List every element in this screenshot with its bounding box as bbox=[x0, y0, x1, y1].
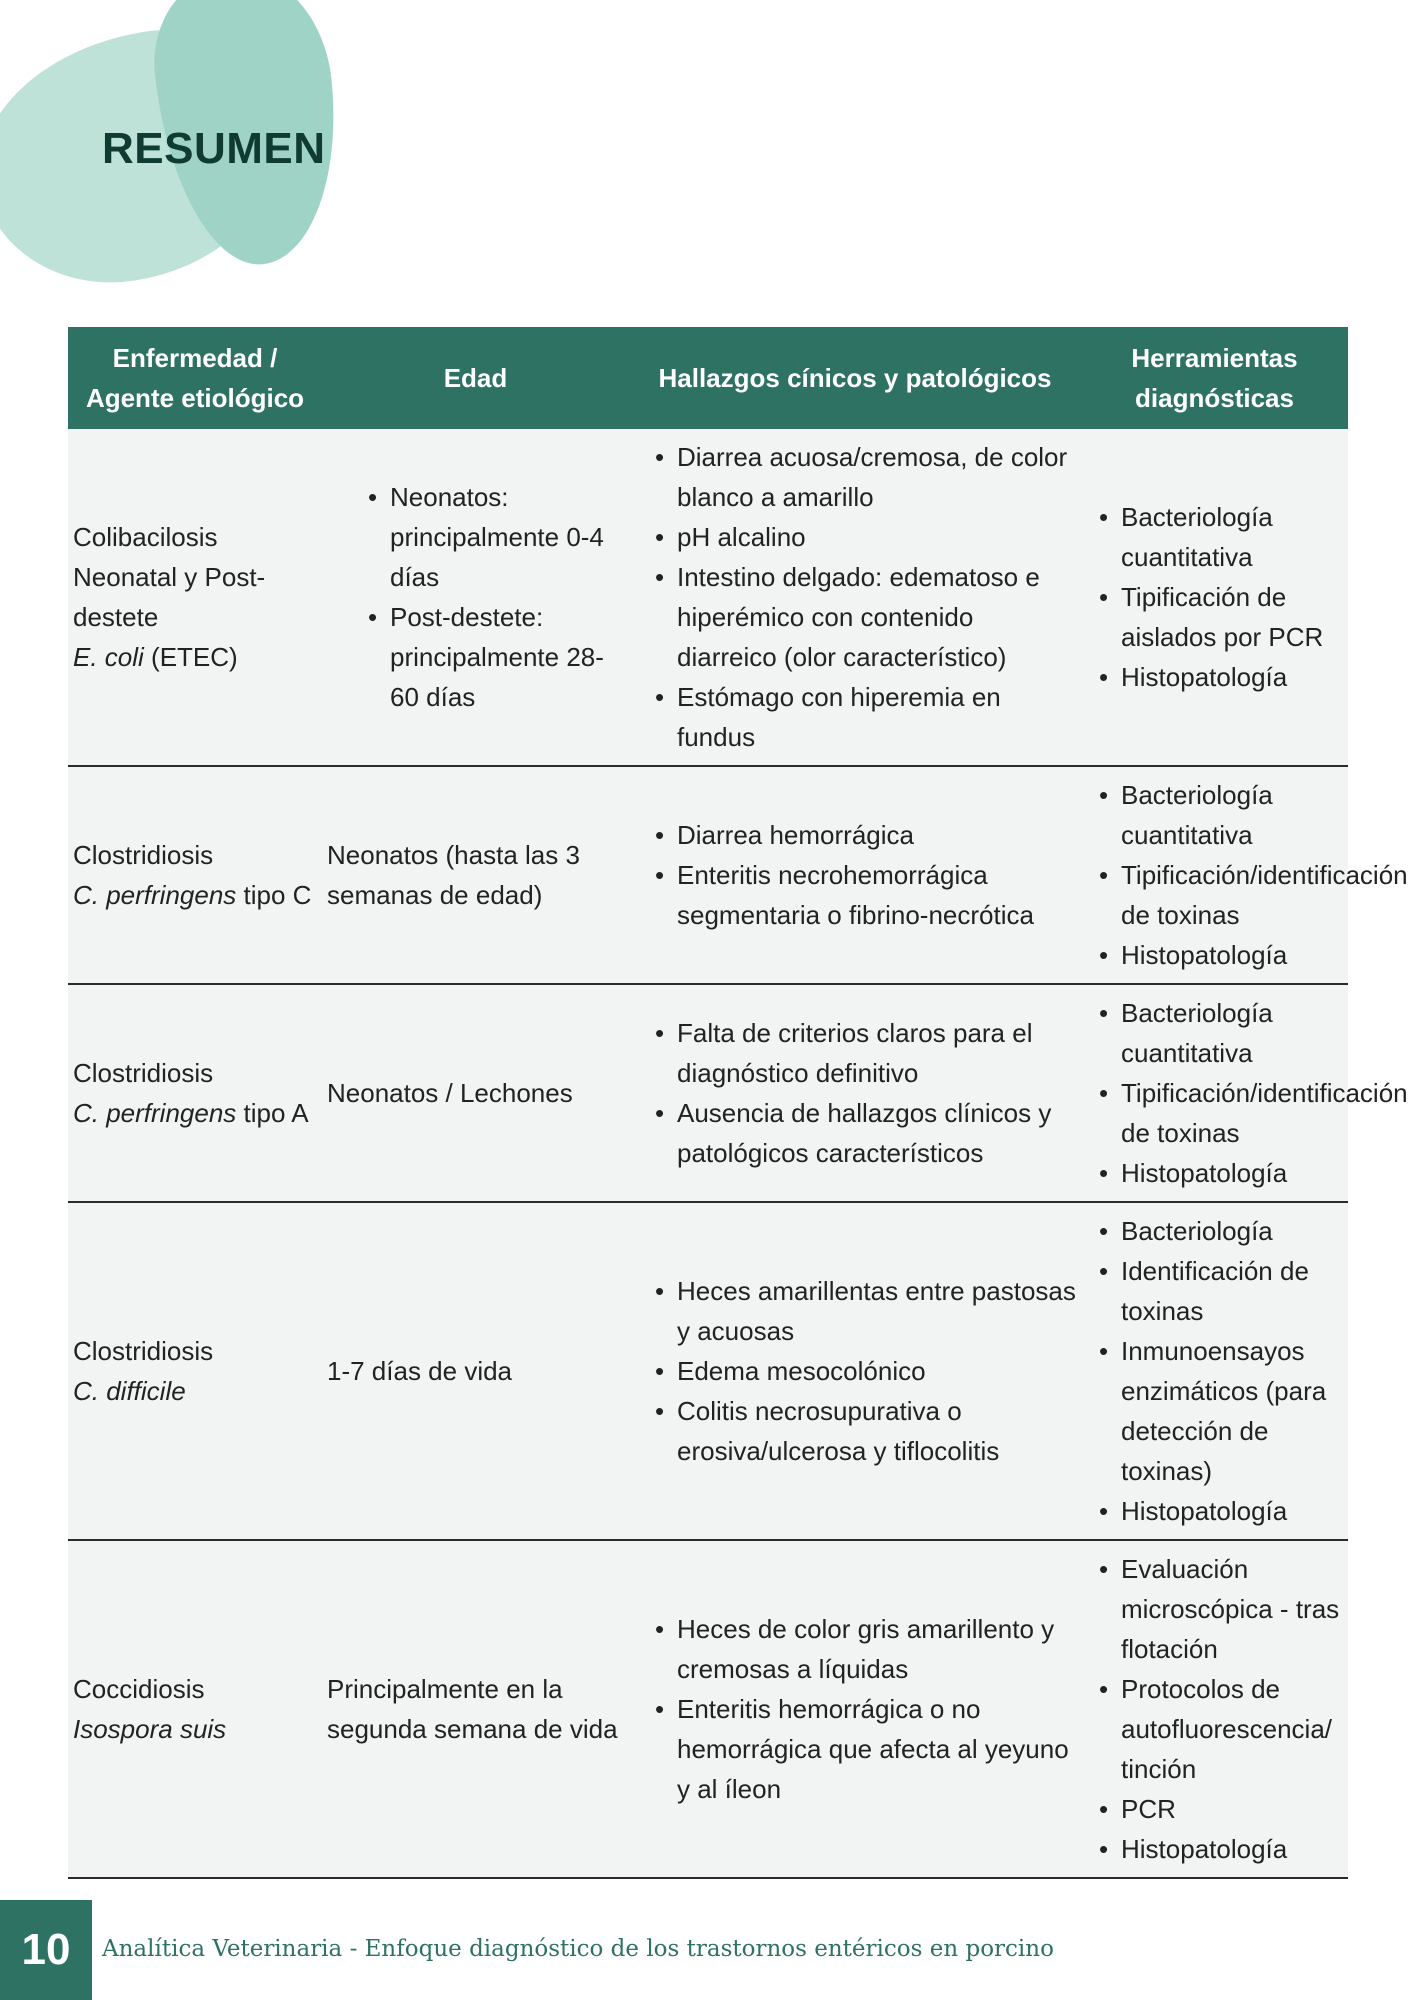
agent-italic: Isospora suis bbox=[73, 1714, 227, 1744]
header-line: Agente etiológico bbox=[85, 383, 305, 413]
age-cell: Neonatos / Lechones bbox=[322, 984, 629, 1202]
list-item: • Bacteriología cuantitativa bbox=[1097, 993, 1348, 1073]
table-row bbox=[68, 429, 1348, 766]
list-item: • Bacteriología bbox=[1097, 1211, 1348, 1251]
table-row bbox=[68, 766, 1348, 984]
header-line: Enfermedad / bbox=[112, 343, 278, 373]
table-row bbox=[68, 984, 1348, 1202]
table-row bbox=[68, 1540, 1348, 1878]
list-item: • Diarrea acuosa/cremosa, de color blanco a amarillo bbox=[653, 437, 1077, 517]
table-header-row bbox=[68, 327, 1348, 429]
list-item: • Tipificación/identificación de toxinas bbox=[1097, 1073, 1348, 1153]
agent-italic: C. difficile bbox=[73, 1376, 186, 1406]
list-item: • Histopatología bbox=[1097, 1829, 1348, 1869]
disease-cell bbox=[68, 984, 322, 1202]
list-item: • Histopatología bbox=[1097, 1153, 1348, 1193]
findings-list bbox=[653, 437, 1077, 757]
tools-cell bbox=[1081, 1202, 1348, 1540]
page-number: 10 bbox=[0, 1900, 92, 2000]
list-item: • Enteritis hemorrágica o no hemorrágica que afecta al yeyuno y al íleon bbox=[653, 1689, 1077, 1809]
list-item: • Diarrea hemorrágica bbox=[653, 815, 1077, 855]
disease-name: Coccidiosis bbox=[73, 1674, 205, 1704]
list-item: • Tipificación de aislados por PCR bbox=[1097, 577, 1348, 657]
list-item: • Histopatología bbox=[1097, 657, 1348, 697]
findings-cell bbox=[629, 766, 1081, 984]
list-item: • Histopatología bbox=[1097, 1491, 1348, 1531]
agent-rest: tipo A bbox=[236, 1098, 309, 1128]
tools-list bbox=[1097, 993, 1408, 1193]
list-item: • Post-destete: principalmente 28-60 días bbox=[366, 597, 623, 717]
header-line: diagnósticas bbox=[1135, 383, 1294, 413]
list-item: • Evaluación microscópica - tras flotación bbox=[1097, 1549, 1348, 1669]
list-item: • Neonatos: principalmente 0-4 días bbox=[366, 477, 623, 597]
header-disease bbox=[68, 327, 322, 429]
findings-list bbox=[653, 1609, 1077, 1809]
list-item: • Histopatología bbox=[1097, 935, 1348, 975]
list-item: • PCR bbox=[1097, 1789, 1348, 1829]
summary-table bbox=[68, 327, 1408, 1879]
disease-name: destete bbox=[73, 602, 159, 632]
list-item: • Ausencia de hallazgos clínicos y patológicos característicos bbox=[653, 1093, 1077, 1173]
agent-italic: C. perfringens bbox=[73, 1098, 237, 1128]
tools-list bbox=[1097, 775, 1408, 975]
findings-list bbox=[653, 1271, 1077, 1471]
tools-list bbox=[1097, 1211, 1348, 1531]
disease-cell bbox=[68, 429, 322, 766]
list-item: • Heces de color gris amarillento y cremosas a líquidas bbox=[653, 1609, 1077, 1689]
page-title: RESUMEN bbox=[102, 124, 326, 173]
list-item: • pH alcalino bbox=[653, 517, 1077, 557]
age-cell bbox=[322, 429, 629, 766]
agent-italic: E. coli bbox=[73, 642, 144, 672]
list-item: • Heces amarillentas entre pastosas y acuosas bbox=[653, 1271, 1077, 1351]
findings-cell bbox=[629, 429, 1081, 766]
tools-cell bbox=[1081, 984, 1408, 1202]
header-findings bbox=[629, 327, 1081, 429]
agent-name bbox=[73, 1709, 316, 1749]
disease-name: Neonatal y Post- bbox=[73, 562, 266, 592]
list-item: • Protocolos de autofluorescencia/ tinción bbox=[1097, 1669, 1348, 1789]
age-list bbox=[366, 477, 623, 717]
disease-name: Clostridiosis bbox=[73, 1336, 214, 1366]
age-cell: Principalmente en la segunda semana de vida bbox=[322, 1540, 629, 1878]
list-item: • Intestino delgado: edematoso e hiperémico con contenido diarreico (olor característico) bbox=[653, 557, 1077, 677]
list-item: • Tipificación/identificación de toxinas bbox=[1097, 855, 1348, 935]
age-cell: 1-7 días de vida bbox=[322, 1202, 629, 1540]
list-item: • Bacteriología cuantitativa bbox=[1097, 775, 1348, 855]
tools-cell bbox=[1081, 429, 1348, 766]
tools-cell bbox=[1081, 766, 1408, 984]
agent-italic: C. perfringens bbox=[73, 880, 237, 910]
agent-rest: tipo C bbox=[236, 880, 312, 910]
disease-name: Clostridiosis bbox=[73, 840, 214, 870]
agent-name bbox=[73, 637, 316, 677]
disease-name: Colibacilosis bbox=[73, 522, 218, 552]
list-item: • Inmunoensayos enzimáticos (para detección de toxinas) bbox=[1097, 1331, 1348, 1491]
list-item: • Edema mesocolónico bbox=[653, 1351, 1077, 1391]
header-line: Edad bbox=[443, 363, 508, 393]
findings-cell bbox=[629, 1202, 1081, 1540]
list-item: • Enteritis necrohemorrágica segmentaria o fibrino-necrótica bbox=[653, 855, 1077, 935]
age-cell: Neonatos (hasta las 3 semanas de edad) bbox=[322, 766, 629, 984]
header-tools bbox=[1081, 327, 1348, 429]
list-item: • Colitis necrosupurativa o erosiva/ulcerosa y tiflocolitis bbox=[653, 1391, 1077, 1471]
disease-cell bbox=[68, 1202, 322, 1540]
list-item: • Bacteriología cuantitativa bbox=[1097, 497, 1348, 577]
findings-cell bbox=[629, 1540, 1081, 1878]
findings-cell bbox=[629, 984, 1081, 1202]
disease-cell bbox=[68, 766, 322, 984]
footer-text: Analítica Veterinaria - Enfoque diagnóstico de los trastornos entéricos en porcino bbox=[102, 1936, 1054, 1962]
list-item: • Falta de criterios claros para el diagnóstico definitivo bbox=[653, 1013, 1077, 1093]
list-item: • Identificación de toxinas bbox=[1097, 1251, 1348, 1331]
list-item: • Estómago con hiperemia en fundus bbox=[653, 677, 1077, 757]
header-line: Hallazgos cínicos y patológicos bbox=[658, 363, 1052, 393]
findings-list bbox=[653, 815, 1077, 935]
tools-list bbox=[1097, 1549, 1348, 1869]
findings-list bbox=[653, 1013, 1077, 1173]
tools-list bbox=[1097, 497, 1348, 697]
agent-rest: (ETEC) bbox=[143, 642, 238, 672]
agent-name bbox=[73, 1093, 316, 1133]
header-line: Herramientas bbox=[1131, 343, 1298, 373]
disease-cell bbox=[68, 1540, 322, 1878]
agent-name bbox=[73, 875, 316, 915]
agent-name bbox=[73, 1371, 316, 1411]
tools-cell bbox=[1081, 1540, 1348, 1878]
disease-name: Clostridiosis bbox=[73, 1058, 214, 1088]
header-age bbox=[322, 327, 629, 429]
table-row bbox=[68, 1202, 1348, 1540]
